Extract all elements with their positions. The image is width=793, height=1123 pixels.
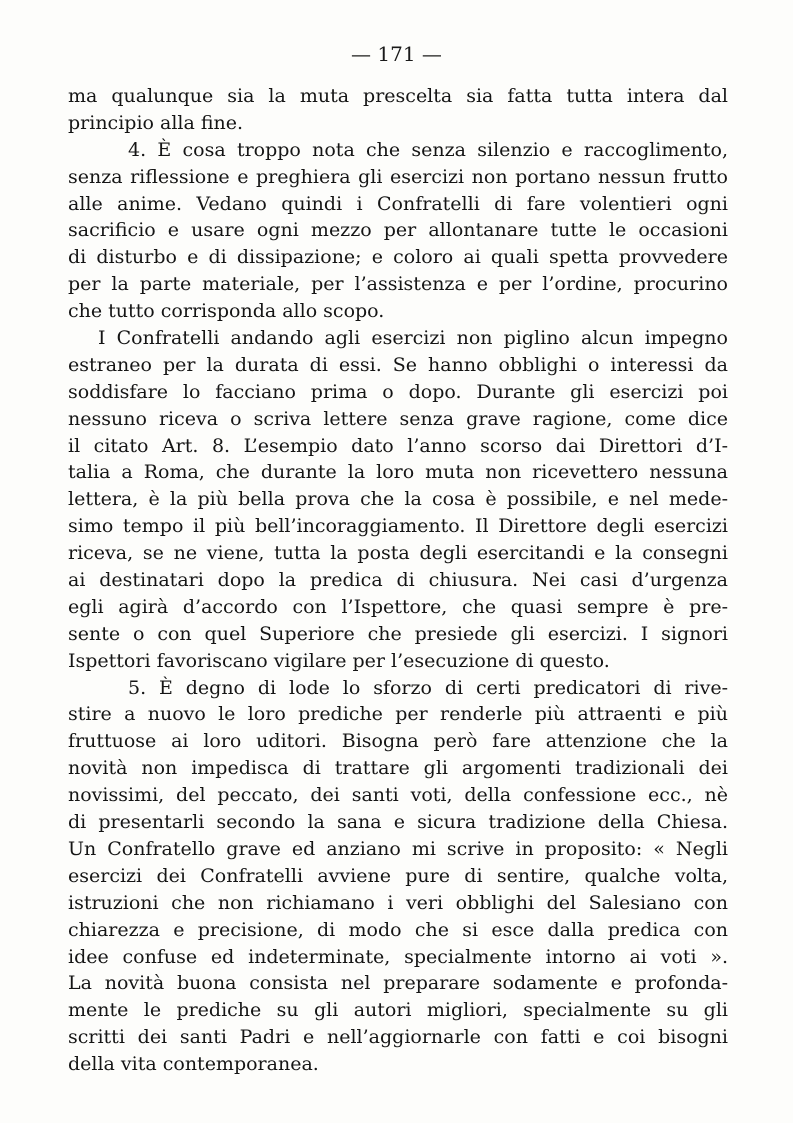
text-line: di presentarli secondo la sana e sicura tradizione della Chiesa.: [68, 811, 728, 834]
page-number: — 171 —: [351, 42, 442, 66]
text-line: estraneo per la durata di essi. Se hanno obblighi o interessi da: [68, 353, 728, 376]
text-line: La novità buona consista nel preparare sodamente e profonda-: [68, 972, 728, 995]
text-line: Un Confratello grave ed anziano mi scrive in proposito: « Negli: [68, 837, 728, 860]
text-line: nessuno riceva o scriva lettere senza grave ragione, come dice: [68, 407, 728, 430]
body-text: [68, 83, 728, 1078]
text-line: per la parte materiale, per l’assistenza e per l’ordine, procurino: [68, 273, 728, 296]
text-line: talia a Roma, che durante la loro muta non ricevettero nessuna: [68, 461, 728, 484]
text-line: novissimi, del peccato, dei santi voti, della confessione ecc., nè: [68, 784, 728, 807]
text-line: esercizi dei Confratelli avviene pure di sentire, qualche volta,: [68, 864, 728, 887]
text-line: scritti dei santi Padri e nell’aggiornarle con fatti e coi bisogni: [68, 1026, 728, 1049]
text-line: sacrificio e usare ogni mezzo per allontanare tutte le occasioni: [68, 219, 728, 242]
text-line: della vita contemporanea.: [68, 1053, 319, 1076]
text-line: di disturbo e di dissipazione; e coloro ai quali spetta provvedere: [68, 246, 728, 269]
text-line: riceva, se ne viene, tutta la posta degli esercitandi e la consegni: [68, 542, 728, 565]
text-line: senza riflessione e preghiera gli esercizi non portano nessun frutto: [68, 165, 728, 188]
text-line: egli agirà d’accordo con l’Ispettore, che quasi sempre è pre-: [68, 595, 728, 618]
text-line: sente o con quel Superiore che presiede gli esercizi. I signori: [68, 622, 728, 645]
text-line: alle anime. Vedano quindi i Confratelli di fare volentieri ogni: [68, 192, 728, 215]
text-line: mente le prediche su gli autori migliori, specialmente su gli: [68, 999, 728, 1022]
text-line: I Confratelli andando agli esercizi non piglino alcun impegno: [98, 327, 728, 350]
text-line: novità non impedisca di trattare gli argomenti tradizionali dei: [68, 757, 728, 780]
text-line: principio alla fine.: [68, 111, 244, 134]
text-line: fruttuose ai loro uditori. Bisogna però fare attenzione che la: [68, 730, 728, 753]
text-line: 4. È cosa troppo nota che senza silenzio e raccoglimento,: [128, 138, 728, 161]
text-line: simo tempo il più bell’incoraggiamento. Il Direttore degli esercizi: [68, 515, 728, 538]
text-line: istruzioni che non richiamano i veri obblighi del Salesiano con: [68, 891, 728, 914]
text-line: che tutto corrisponda allo scopo.: [68, 300, 385, 323]
text-line: ma qualunque sia la muta prescelta sia fatta tutta intera dal: [68, 85, 728, 107]
text-line: soddisfare lo facciano prima o dopo. Durante gli esercizi poi: [68, 380, 728, 403]
text-line: ai destinatari dopo la predica di chiusura. Nei casi d’urgenza: [68, 569, 728, 592]
text-line: il citato Art. 8. L’esempio dato l’anno scorso dai Direttori d’I-: [68, 434, 728, 457]
text-line: chiarezza e precisione, di modo che si esce dalla predica con: [68, 918, 728, 941]
text-line: 5. È degno di lode lo sforzo di certi predicatori di rive-: [128, 676, 728, 699]
text-line: Ispettori favoriscano vigilare per l’esecuzione di questo.: [68, 649, 610, 672]
text-line: lettera, è la più bella prova che la cosa è possibile, e nel mede-: [68, 488, 728, 511]
text-line: idee confuse ed indeterminate, specialmente intorno ai voti ».: [68, 945, 728, 968]
text-line: stire a nuovo le loro prediche per renderle più attraenti e più: [68, 703, 728, 726]
